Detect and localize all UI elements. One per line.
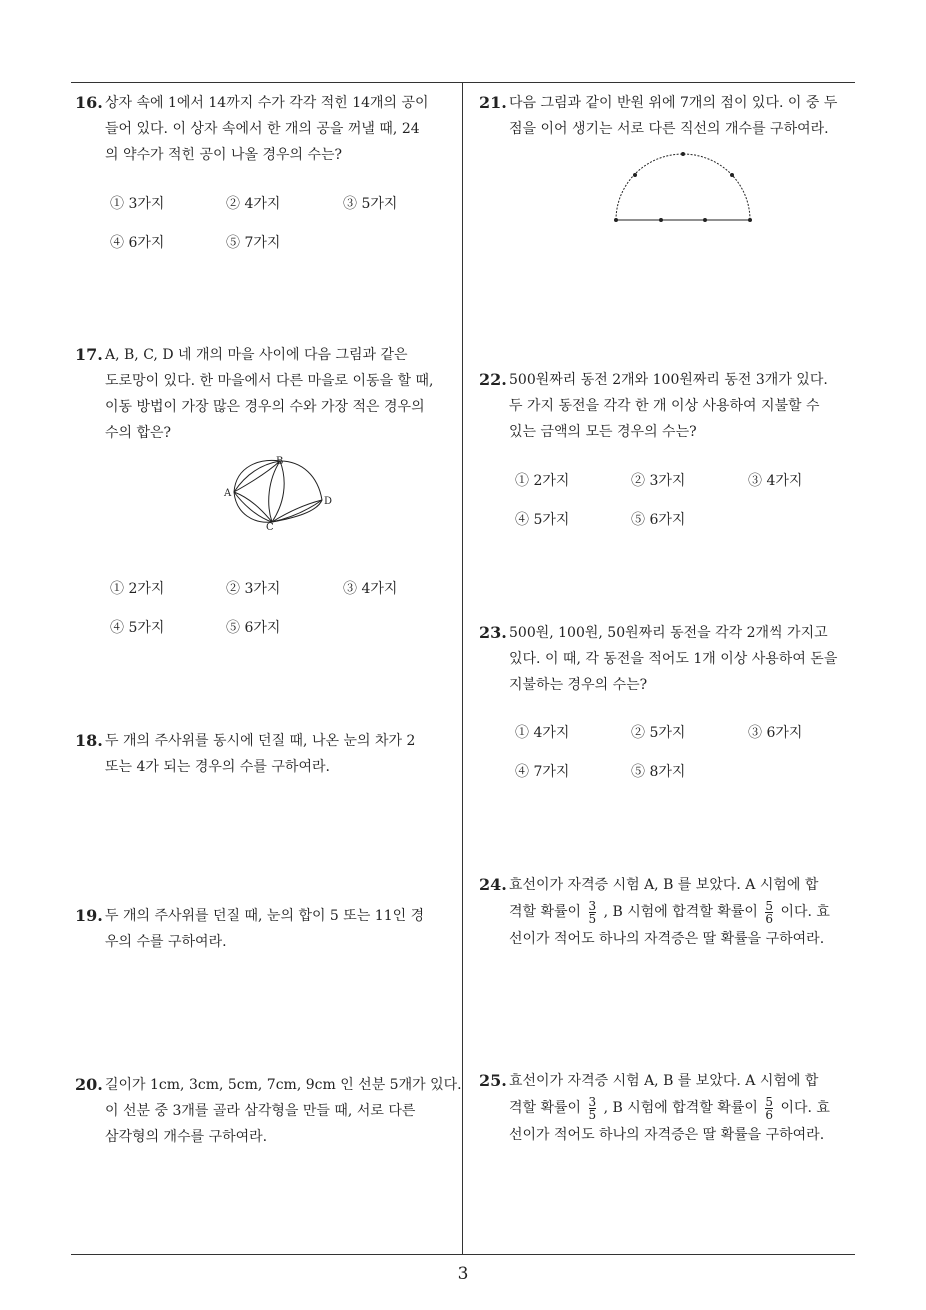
question-text: 선이가 적어도 하나의 자격증은 딸 확률을 구하여라. — [509, 931, 825, 947]
choice[interactable]: ③ 4가지 — [343, 581, 398, 597]
figure-label: C — [266, 522, 274, 532]
question-25 — [479, 1068, 861, 1148]
fraction-denominator: 6 — [765, 1107, 773, 1122]
question-number: 21. — [479, 93, 507, 112]
fraction-numerator: 5 — [765, 898, 773, 913]
top-rule — [71, 82, 855, 83]
question-number: 25. — [479, 1071, 507, 1090]
question-text: 이다. 효 — [780, 1100, 830, 1116]
choice[interactable]: ③ 5가지 — [343, 196, 398, 212]
question-text: 500원짜리 동전 2개와 100원짜리 동전 3개가 있다. — [509, 372, 828, 388]
question-number: 16. — [75, 93, 103, 112]
question-text: 있는 금액의 모든 경우의 수는? — [509, 424, 697, 440]
choice[interactable]: ⑤ 7가지 — [226, 235, 281, 251]
choice[interactable]: ④ 7가지 — [515, 764, 570, 780]
choice[interactable]: ② 5가지 — [631, 725, 686, 741]
question-text: 다음 그림과 같이 반원 위에 7개의 점이 있다. 이 중 두 — [509, 95, 838, 111]
question-text: 수의 합은? — [105, 425, 172, 441]
choice[interactable]: ⑤ 8가지 — [631, 764, 686, 780]
question-number: 17. — [75, 345, 103, 364]
question-text: , B 시험에 합격할 확률이 — [603, 1100, 758, 1116]
choice[interactable]: ④ 5가지 — [110, 620, 165, 636]
question-text: 들어 있다. 이 상자 속에서 한 개의 공을 꺼낼 때, 24 — [105, 121, 420, 137]
question-number: 22. — [479, 370, 507, 389]
fraction-numerator: 3 — [588, 898, 597, 913]
figure-label: A — [224, 488, 232, 499]
question-16 — [75, 90, 457, 168]
semicircle-figure — [610, 148, 756, 228]
fraction-denominator: 5 — [588, 1107, 597, 1122]
fraction-numerator: 5 — [765, 1094, 773, 1109]
question-22 — [479, 367, 861, 445]
question-text: 선이가 적어도 하나의 자격증은 딸 확률을 구하여라. — [509, 1127, 825, 1143]
question-number: 24. — [479, 875, 507, 894]
question-20 — [75, 1072, 462, 1150]
question-text: 두 개의 주사위를 던질 때, 눈의 합이 5 또는 11인 경 — [105, 908, 425, 924]
question-18 — [75, 728, 457, 780]
question-text: 삼각형의 개수를 구하여라. — [105, 1129, 268, 1145]
question-text: 500원, 100원, 50원짜리 동전을 각각 2개씩 가지고 — [509, 625, 828, 641]
choice[interactable]: ② 4가지 — [226, 196, 281, 212]
fraction-denominator: 6 — [765, 911, 773, 926]
question-text: 또는 4가 되는 경우의 수를 구하여라. — [105, 759, 330, 775]
figure-label: B — [276, 456, 284, 467]
fraction-denominator: 5 — [588, 911, 597, 926]
question-text: 상자 속에 1에서 14까지 수가 각각 적힌 14개의 공이 — [105, 95, 429, 111]
question-number: 23. — [479, 623, 507, 642]
figure-label: D — [324, 496, 333, 507]
choice[interactable]: ④ 6가지 — [110, 235, 165, 251]
question-text: 이다. 효 — [780, 904, 830, 920]
choice[interactable]: ① 2가지 — [110, 581, 165, 597]
question-text: 있다. 이 때, 각 동전을 적어도 1개 이상 사용하여 돈을 — [509, 651, 838, 667]
question-text: 격할 확률이 — [509, 904, 582, 920]
question-24 — [479, 872, 861, 952]
choice[interactable]: ④ 5가지 — [515, 512, 570, 528]
question-text: 효선이가 자격증 시험 A, B 를 보았다. A 시험에 합 — [509, 877, 819, 893]
question-text: 두 가지 동전을 각각 한 개 이상 사용하여 지불할 수 — [509, 398, 820, 414]
choice[interactable]: ③ 6가지 — [748, 725, 803, 741]
question-text: 이 선분 중 3개를 골라 삼각형을 만들 때, 서로 다른 — [105, 1103, 416, 1119]
question-text: 격할 확률이 — [509, 1100, 582, 1116]
fraction — [589, 900, 597, 925]
question-number: 18. — [75, 731, 103, 750]
question-text: , B 시험에 합격할 확률이 — [603, 904, 758, 920]
page-number: 3 — [457, 1264, 469, 1284]
choice[interactable]: ⑤ 6가지 — [631, 512, 686, 528]
question-text: A, B, C, D 네 개의 마을 사이에 다음 그림과 같은 — [105, 347, 408, 363]
column-divider — [462, 82, 463, 1255]
question-number: 19. — [75, 906, 103, 925]
bottom-rule — [71, 1254, 855, 1255]
fraction — [589, 1096, 597, 1121]
choice[interactable]: ③ 4가지 — [748, 473, 803, 489]
question-text: 두 개의 주사위를 동시에 던질 때, 나온 눈의 차가 2 — [105, 733, 416, 749]
choice[interactable]: ⑤ 6가지 — [226, 620, 281, 636]
question-text: 우의 수를 구하여라. — [105, 934, 227, 950]
question-17 — [75, 342, 457, 446]
fraction — [765, 900, 773, 925]
question-text: 지불하는 경우의 수는? — [509, 677, 648, 693]
fraction-numerator: 3 — [588, 1094, 597, 1109]
question-text: 의 약수가 적힌 공이 나올 경우의 수는? — [105, 147, 343, 163]
question-number: 20. — [75, 1075, 103, 1094]
road-network-figure — [222, 452, 334, 532]
choice[interactable]: ② 3가지 — [631, 473, 686, 489]
question-text: 점을 이어 생기는 서로 다른 직선의 개수를 구하여라. — [509, 121, 829, 137]
question-text: 길이가 1cm, 3cm, 5cm, 7cm, 9cm 인 선분 5개가 있다. — [105, 1077, 462, 1093]
question-21 — [479, 90, 861, 142]
question-23 — [479, 620, 861, 698]
fraction — [765, 1096, 773, 1121]
question-19 — [75, 903, 457, 955]
choice[interactable]: ① 4가지 — [515, 725, 570, 741]
choice[interactable]: ① 2가지 — [515, 473, 570, 489]
choice[interactable]: ② 3가지 — [226, 581, 281, 597]
question-text: 이동 방법이 가장 많은 경우의 수와 가장 적은 경우의 — [105, 399, 425, 415]
question-text: 도로망이 있다. 한 마을에서 다른 마을로 이동을 할 때, — [105, 373, 434, 389]
choice[interactable]: ① 3가지 — [110, 196, 165, 212]
question-text: 효선이가 자격증 시험 A, B 를 보았다. A 시험에 합 — [509, 1073, 819, 1089]
